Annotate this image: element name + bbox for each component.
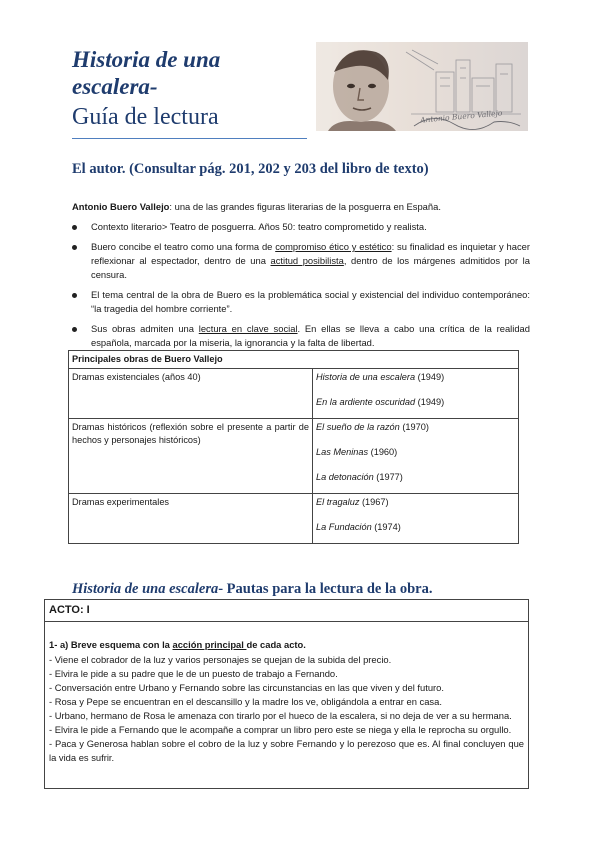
list-item xyxy=(72,220,530,234)
bullet-icon xyxy=(72,225,77,230)
works-table xyxy=(68,350,519,544)
reading-guide-heading-text: - Pautas para la lectura de la obra. xyxy=(218,581,433,597)
work-title: El tragaluz xyxy=(316,497,360,507)
table-cell-works xyxy=(313,494,519,544)
bullet-text: Contexto literario> Teatro de posguerra. Años 50: teatro comprometido y realista. xyxy=(91,221,427,232)
question-text: de cada acto. xyxy=(246,639,306,650)
document-title-line2: escalera- xyxy=(72,74,158,99)
table-header: Principales obras de Buero Vallejo xyxy=(69,351,519,369)
list-item: - Rosa y Pepe se encuentran en el descansillo y la madre los ve, obligándola a entrar en casa. xyxy=(49,696,442,707)
portrait-signature: Antonio Buero Vallejo xyxy=(419,108,503,125)
bullet-text: El tema central de la obra de Buero es la problemática social y existencial del individuo contemporáneo: “la tragedia del hombre corriente”. xyxy=(91,289,530,314)
table-cell-category: Dramas históricos (reflexión sobre el presente a partir de hechos y personajes históricos) xyxy=(69,419,313,494)
list-item xyxy=(72,322,530,350)
work-year: (1974) xyxy=(371,522,401,532)
work-year: (1967) xyxy=(359,497,389,507)
act-title: ACTO: I xyxy=(45,600,528,622)
document-subtitle: Guía de lectura xyxy=(72,104,219,130)
table-header-row xyxy=(69,351,519,369)
table-cell-works xyxy=(313,369,519,419)
act-body xyxy=(45,622,528,765)
table-cell-category: Dramas experimentales xyxy=(69,494,313,544)
list-item: - Paca y Generosa hablan sobre el cobro de la luz y sobre Fernando y lo perezoso que es. Al final concluyen que la vida es sufrir. xyxy=(49,738,524,763)
reading-guide-heading-title: Historia de una escalera xyxy=(72,581,219,597)
bullet-underlined-text: actitud posibilista xyxy=(270,255,344,266)
work-year: (1970) xyxy=(399,422,429,432)
work-title: En la ardiente oscuridad xyxy=(316,397,416,407)
work-entry xyxy=(316,446,515,459)
list-item xyxy=(72,288,530,316)
reading-guide-heading xyxy=(72,581,432,598)
bullet-underlined-text: compromiso ético y estético xyxy=(275,241,392,252)
work-year: (1960) xyxy=(368,447,398,457)
bullet-text: Buero concibe el teatro como una forma de xyxy=(91,241,276,252)
list-item: - Elvira le pide a su padre que le de un puesto de trabajo a Fernando. xyxy=(49,668,338,679)
work-entry xyxy=(316,396,515,409)
work-title: Historia de una escalera xyxy=(316,372,416,382)
list-item: - Urbano, hermano de Rosa le amenaza con tirarlo por el hueco de la escalera, si no deja de ver a su hermana. xyxy=(49,710,512,721)
author-bullet-list xyxy=(72,220,530,356)
bullet-underlined-text: lectura en clave social xyxy=(198,323,298,334)
act-question xyxy=(49,638,524,652)
table-cell-category: Dramas existenciales (años 40) xyxy=(69,369,313,419)
bullet-icon xyxy=(72,327,77,332)
work-year: (1949) xyxy=(415,397,445,407)
bullet-icon xyxy=(72,293,77,298)
bullet-icon xyxy=(72,245,77,250)
act-box xyxy=(44,599,529,789)
bullet-text: Sus obras admiten una xyxy=(91,323,199,334)
work-entry xyxy=(316,371,515,384)
bullet-text: , dentro de los márgenes admitidos por la censura. xyxy=(91,255,530,280)
work-entry xyxy=(316,496,515,509)
author-section-heading: El autor. (Consultar pág. 201, 202 y 203 del libro de texto) xyxy=(72,161,429,177)
question-text: 1- a) Breve esquema con la xyxy=(49,639,173,650)
work-title: La Fundación xyxy=(316,522,372,532)
author-intro xyxy=(72,200,530,214)
work-year: (1949) xyxy=(415,372,445,382)
author-portrait-image xyxy=(316,42,528,131)
table-row xyxy=(69,369,519,419)
list-item: - Conversación entre Urbano y Fernando sobre las circunstancias en las que viven y del futuro. xyxy=(49,682,444,693)
work-title: Las Meninas xyxy=(316,447,369,457)
work-entry xyxy=(316,421,515,434)
question-underlined-text: acción principal xyxy=(172,639,247,650)
list-item xyxy=(72,240,530,282)
table-cell-works xyxy=(313,419,519,494)
title-divider xyxy=(72,138,307,139)
bullet-text: : su finalidad es inquietar y hacer reflexionar al espectador, dentro de una xyxy=(91,241,530,266)
list-item: - Viene el cobrador de la luz y varios personajes se quejan de la subida del precio. xyxy=(49,654,392,665)
work-entry xyxy=(316,471,515,484)
table-row xyxy=(69,419,519,494)
work-entry xyxy=(316,521,515,534)
bullet-text: . En ellas se lleva a cabo una crítica de la realidad española, marcada por la miseria, la ignorancia y la falta de libertad. xyxy=(91,323,530,348)
author-name: Antonio Buero Vallejo xyxy=(72,201,170,212)
table-row xyxy=(69,494,519,544)
work-year: (1977) xyxy=(373,472,403,482)
work-title: El sueño de la razón xyxy=(316,422,400,432)
work-title: La detonación xyxy=(316,472,374,482)
title-block xyxy=(72,46,307,132)
document-title-line1: Historia de una xyxy=(72,47,221,72)
list-item: - Elvira le pide a Fernando que le acompañe a comprar un libro pero este se niega y ella le reprocha su orgullo. xyxy=(49,724,512,735)
author-intro-text: : una de las grandes figuras literarias de la posguerra en España. xyxy=(169,201,441,212)
